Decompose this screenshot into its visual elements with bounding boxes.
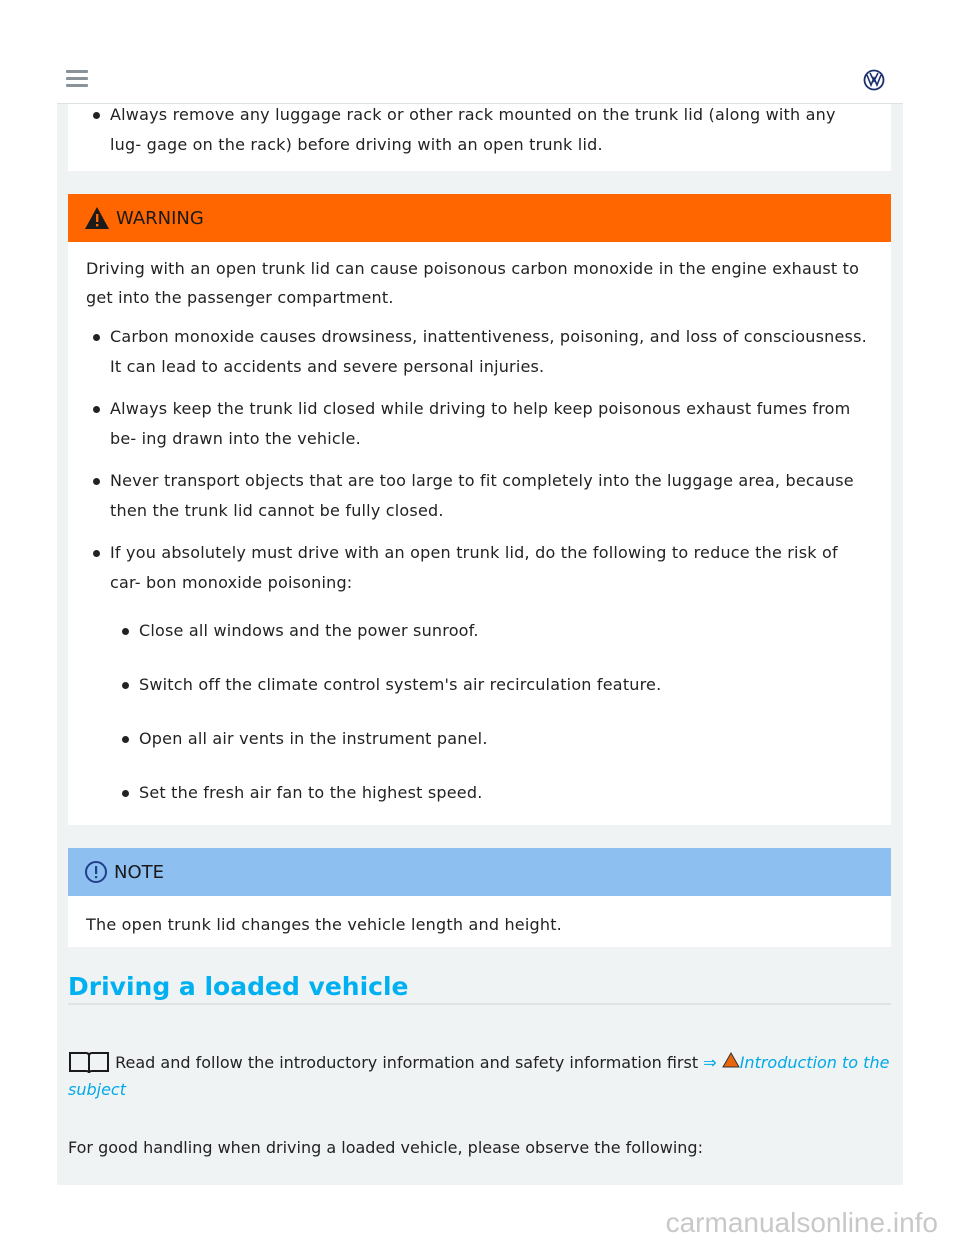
hamburger-menu-icon[interactable] — [66, 70, 88, 88]
note-box — [68, 848, 891, 947]
note-header — [68, 848, 891, 896]
list-item: Always keep the trunk lid closed while driving to help keep poisonous exhaust fumes from be- ing drawn into the vehicle. — [68, 394, 871, 454]
intro-text: Read and follow the introductory information and safety information first — [115, 1053, 699, 1072]
warning-header — [68, 194, 891, 242]
sub-list-item: Switch off the climate control system's air recirculation feature. — [68, 670, 871, 700]
vw-logo-icon[interactable] — [863, 69, 885, 91]
list-item: Never transport objects that are too large to fit completely into the luggage area, because then the trunk lid cannot be fully closed. — [68, 466, 871, 526]
list-item: If you absolutely must drive with an open trunk lid, do the following to reduce the risk of car- bon monoxide poisoning: — [68, 538, 871, 598]
content-area — [57, 103, 903, 1185]
top-card — [68, 104, 891, 171]
warning-intro: Driving with an open trunk lid can cause poisonous carbon monoxide in the engine exhaust to get into the passenger compartment. — [86, 259, 860, 307]
sub-list-item: Set the fresh air fan to the highest speed. — [68, 778, 871, 808]
body-text: For good handling when driving a loaded vehicle, please observe the following: — [68, 1138, 703, 1157]
section-intro — [68, 1049, 891, 1103]
section-heading: Driving a loaded vehicle — [68, 972, 891, 1005]
list-item: Always remove any luggage rack or other rack mounted on the trunk lid (along with any lug- gage on the rack) before driving with an open trunk lid. — [68, 100, 891, 160]
arrow-symbol: ⇒ — [703, 1053, 717, 1072]
sub-list-item: Open all air vents in the instrument panel. — [68, 724, 871, 754]
book-icon — [68, 1049, 110, 1073]
exclamation-circle-icon — [84, 860, 108, 884]
introduction-link[interactable]: Introduction to the subject — [68, 1053, 890, 1099]
warning-title: WARNING — [116, 207, 204, 229]
note-title: NOTE — [114, 861, 165, 883]
warning-triangle-icon — [722, 1052, 740, 1068]
list-item: Carbon monoxide causes drowsiness, inattentiveness, poisoning, and loss of consciousness. It can lead to accidents and severe personal injuries. — [68, 322, 871, 382]
note-text: The open trunk lid changes the vehicle length and height. — [86, 915, 562, 934]
warning-triangle-icon — [84, 206, 110, 230]
watermark: carmanualsonline.info — [665, 1207, 938, 1238]
sub-list-item: Close all windows and the power sunroof. — [68, 616, 871, 646]
top-bar — [0, 0, 960, 103]
warning-box — [68, 194, 891, 825]
